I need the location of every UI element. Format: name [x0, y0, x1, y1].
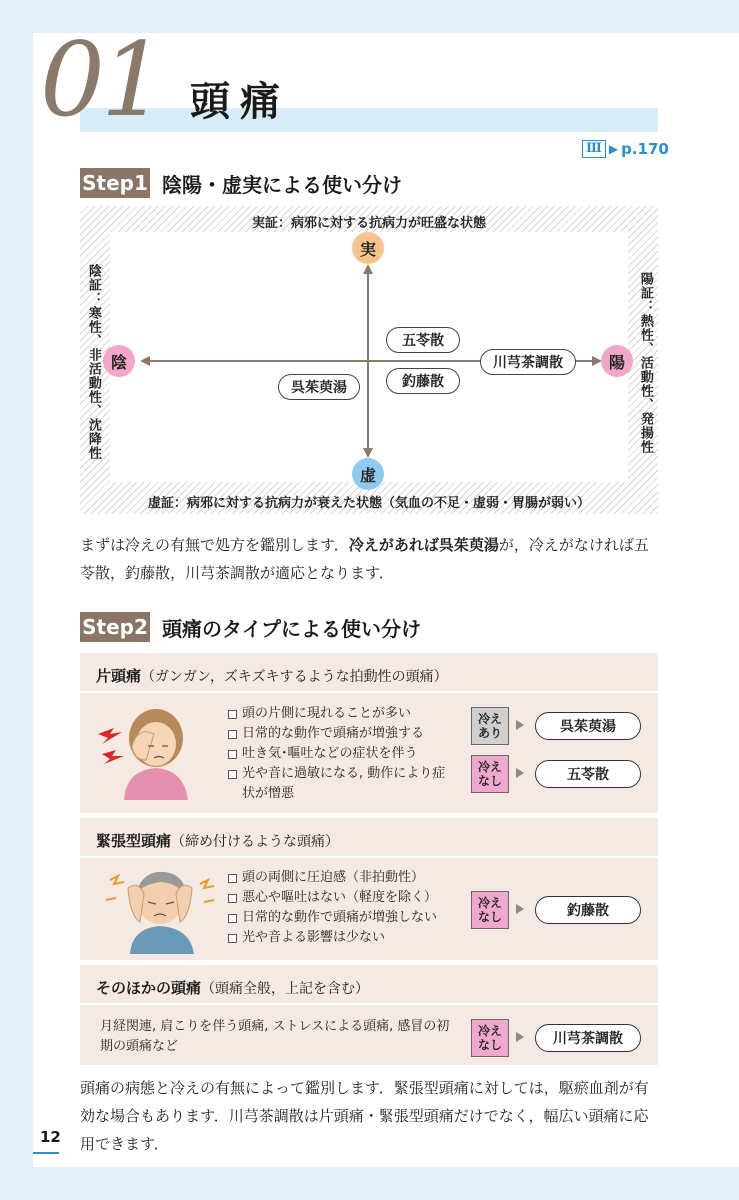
step1-header: [80, 168, 402, 198]
tension-rule: [80, 856, 658, 858]
page-number-rule: [33, 1152, 59, 1154]
tension-subtitle: （締め付けるような頭痛）: [171, 834, 340, 850]
arrow-right-icon: [516, 720, 524, 730]
diagram-bottom-label: 虚証：病邪に対する抗病力が衰えた状態（気血の不足・虚弱・胃腸が弱い）: [147, 496, 590, 511]
cold-absent-badge: 冷え なし: [471, 891, 509, 929]
step1-text-bold: 冷えがあれば呉茱萸湯: [348, 536, 499, 554]
bottom-strip: [0, 1167, 739, 1200]
rx-chotou-pill: 釣藤散: [386, 368, 460, 394]
migraine-title: 片頭痛: [96, 667, 142, 685]
list-item: 光や音よる影響は少ない: [228, 928, 460, 948]
step1-text-post: が，冷えがなければ五苓散，釣藤散，川芎茶調散が適応となります．: [80, 536, 649, 582]
list-item: 吐き気･嘔吐などの症状を伴う: [228, 744, 456, 764]
title-band: [80, 108, 658, 132]
cross-reference[interactable]: [582, 139, 669, 159]
page-number: 12: [40, 1128, 61, 1146]
cold-present-badge: 冷え あり: [471, 707, 509, 745]
list-item: 頭の両側に圧迫感（非拍動性）: [228, 868, 460, 888]
yang-node: 陽: [601, 345, 633, 377]
diagram-top-label: 実証：病邪に対する抗病力が旺盛な状態: [251, 216, 486, 231]
migraine-symptom-list: [228, 704, 456, 804]
other-subtitle: （頭痛全般，上記を含む）: [201, 981, 370, 997]
axis-arrow-down: [363, 448, 373, 458]
step2-title: 頭痛のタイプによる使い分け: [162, 616, 421, 641]
list-item: 日常的な動作で頭痛が増強する: [228, 724, 456, 744]
arrow-right-icon: [516, 904, 524, 914]
page-title: 頭痛: [190, 79, 290, 125]
arrow-right-icon: [516, 768, 524, 778]
diagram-right-label: 陽証：熱性、活動性、発揚性: [637, 272, 653, 454]
rx-senkyu-pill: 川芎茶調散: [480, 349, 576, 375]
other-description: 月経関連, 肩こりを伴う頭痛, ストレスによる頭痛, 感冒の初期の頭痛など: [100, 1019, 450, 1054]
tension-title: 緊張型頭痛: [96, 832, 172, 850]
other-rule: [80, 1003, 658, 1005]
tension-man-illustration: [104, 866, 216, 954]
list-item: 光や音に過敏になる, 動作により症状が憎悪: [228, 764, 456, 804]
migraine-heading: [96, 665, 448, 686]
cold-absent-badge: 冷え なし: [471, 1019, 509, 1057]
step1-tag: Step1: [80, 168, 150, 198]
migraine-rule: [80, 691, 658, 693]
chapter-number: 01: [40, 21, 162, 140]
axis-arrow-up: [363, 264, 373, 274]
rx-gorei-result: 五苓散: [535, 760, 641, 788]
list-item: 日常的な動作で頭痛が増強しない: [228, 908, 460, 928]
tension-heading: [96, 830, 339, 851]
tension-symptom-list: [228, 868, 460, 948]
jitsu-node: 実: [352, 232, 384, 264]
cold-absent-badge: 冷え なし: [471, 755, 509, 793]
list-item: 頭の片側に現れることが多い: [228, 704, 456, 724]
migraine-subtitle: （ガンガン，ズキズキするような拍動性の頭痛）: [141, 669, 448, 685]
arrow-right-icon: [516, 1032, 524, 1042]
step1-text-pre: まずは冷えの有無で処方を鑑別します．: [80, 536, 349, 554]
migraine-woman-illustration: [96, 704, 196, 800]
step1-title: 陰陽・虚実による使い分け: [162, 172, 402, 197]
other-heading: [96, 977, 369, 998]
rx-goshu-pill: 呉茱萸湯: [278, 374, 360, 400]
diagram-left-label: 陰証：寒性、非活動性、沈降性: [85, 264, 101, 460]
rx-gorei-pill: 五苓散: [386, 327, 460, 353]
other-title: そのほかの頭痛: [96, 979, 202, 997]
rx-goshu-result: 呉茱萸湯: [535, 712, 641, 740]
reference-roman: Ⅲ: [582, 140, 606, 158]
step2-header: [80, 612, 421, 642]
axis-arrow-left: [140, 356, 150, 366]
reference-page: p.170: [621, 140, 669, 158]
step2-tag: Step2: [80, 612, 150, 642]
rx-senkyu-result: 川芎茶調散: [535, 1024, 641, 1052]
yin-node: 陰: [103, 345, 135, 377]
kyo-node: 虚: [352, 458, 384, 490]
play-arrow-icon: ▶: [608, 142, 619, 156]
step1-paragraph: [80, 531, 660, 587]
rx-chotou-result: 釣藤散: [535, 896, 641, 924]
step2-paragraph: 頭痛の病態と冷えの有無によって鑑別します．緊張型頭痛に対しては，駆瘀血剤が有効な場合もあります．川芎茶調散は片頭痛・緊張型頭痛だけでなく，幅広い頭痛に応用できます．: [80, 1079, 649, 1153]
list-item: 悪心や嘔吐はない（軽度を除く）: [228, 888, 460, 908]
